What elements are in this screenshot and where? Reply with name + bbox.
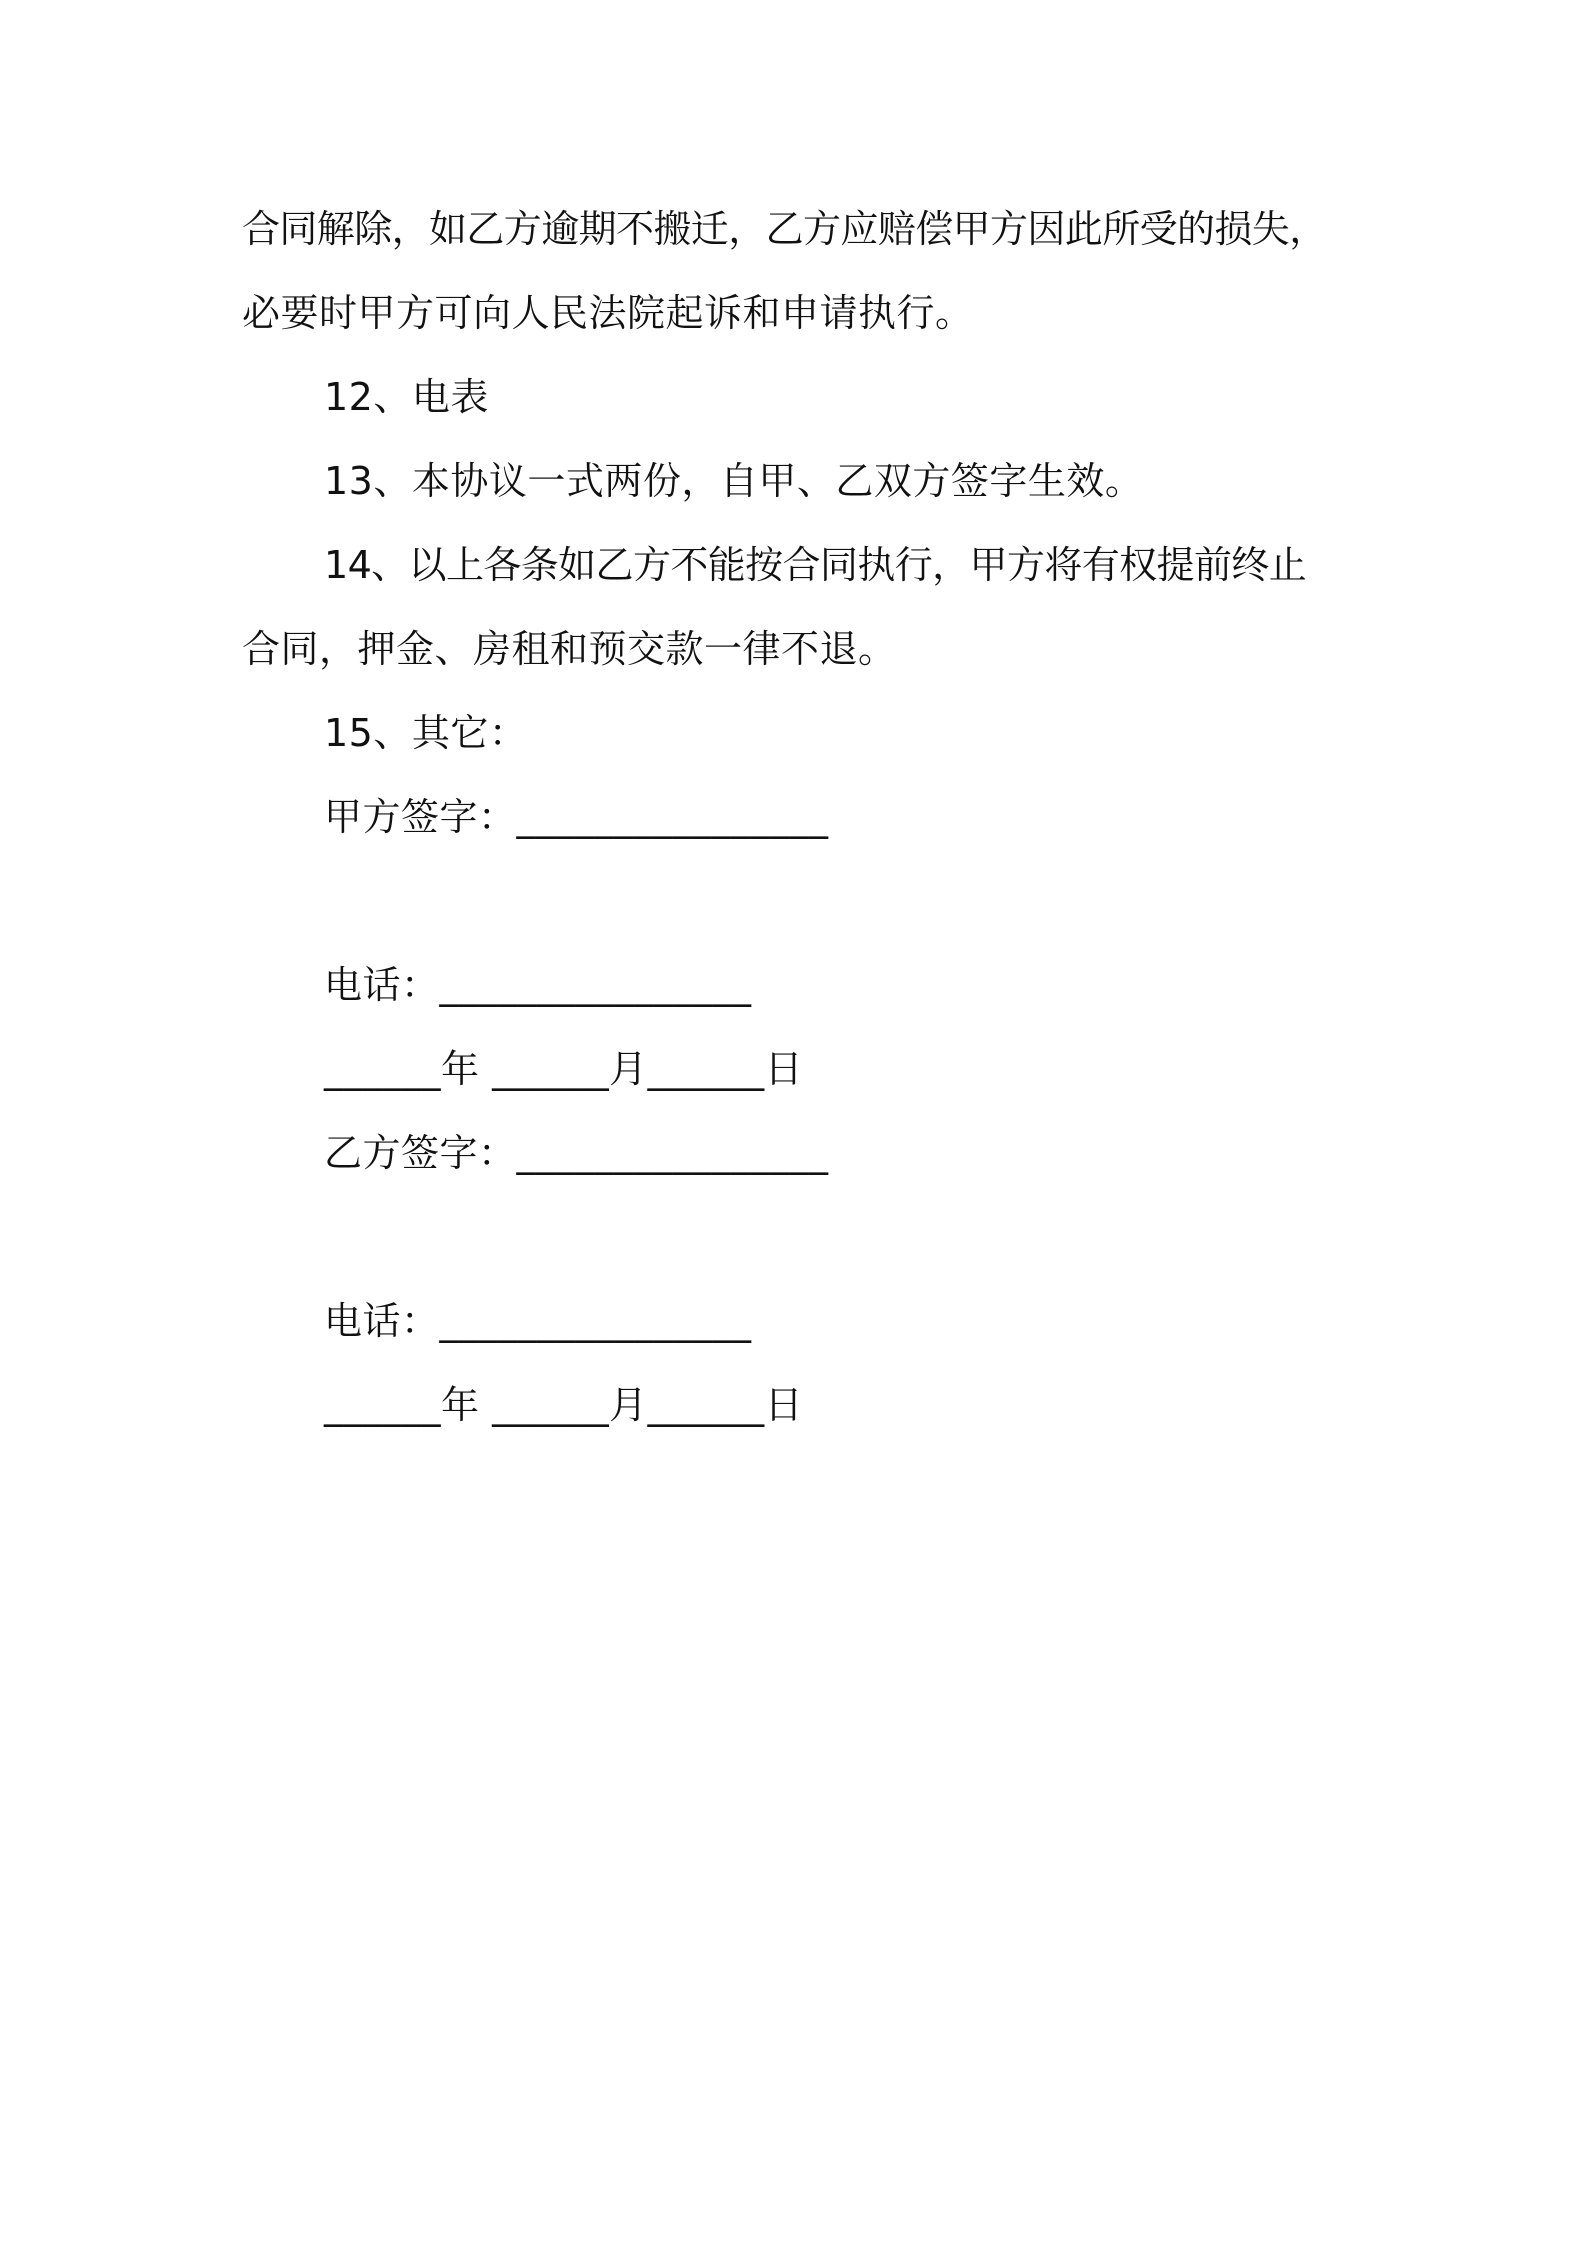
clause-14-continuation: 合同，押金、房租和预交款一律不退。 [242,627,897,671]
party-a-signature-line: 甲方签字：________________ [324,795,829,839]
party-b-phone-line: 电话：________________ [324,1299,752,1343]
party-a-date-line: ______年 ______月______日 [324,1047,804,1091]
party-b-date-line: ______年 ______月______日 [324,1383,804,1427]
clause-13-copies: 13、本协议一式两份，自甲、乙双方签字生效。 [324,459,1144,503]
party-a-phone-line: 电话：________________ [324,963,752,1007]
party-b-signature-line: 乙方签字：________________ [324,1131,829,1175]
paragraph-contract-termination: 合同解除，如乙方逾期不搬迁，乙方应赔偿甲方因此所受的损失， [242,207,1327,251]
clause-14-termination: 14、以上各条如乙方不能按合同执行，甲方将有权提前终止 [324,543,1307,587]
clause-12-electric-meter: 12、电表 [324,375,489,419]
paragraph-court-enforcement: 必要时甲方可向人民法院起诉和申请执行。 [242,291,974,335]
clause-15-other: 15、其它： [324,711,528,755]
